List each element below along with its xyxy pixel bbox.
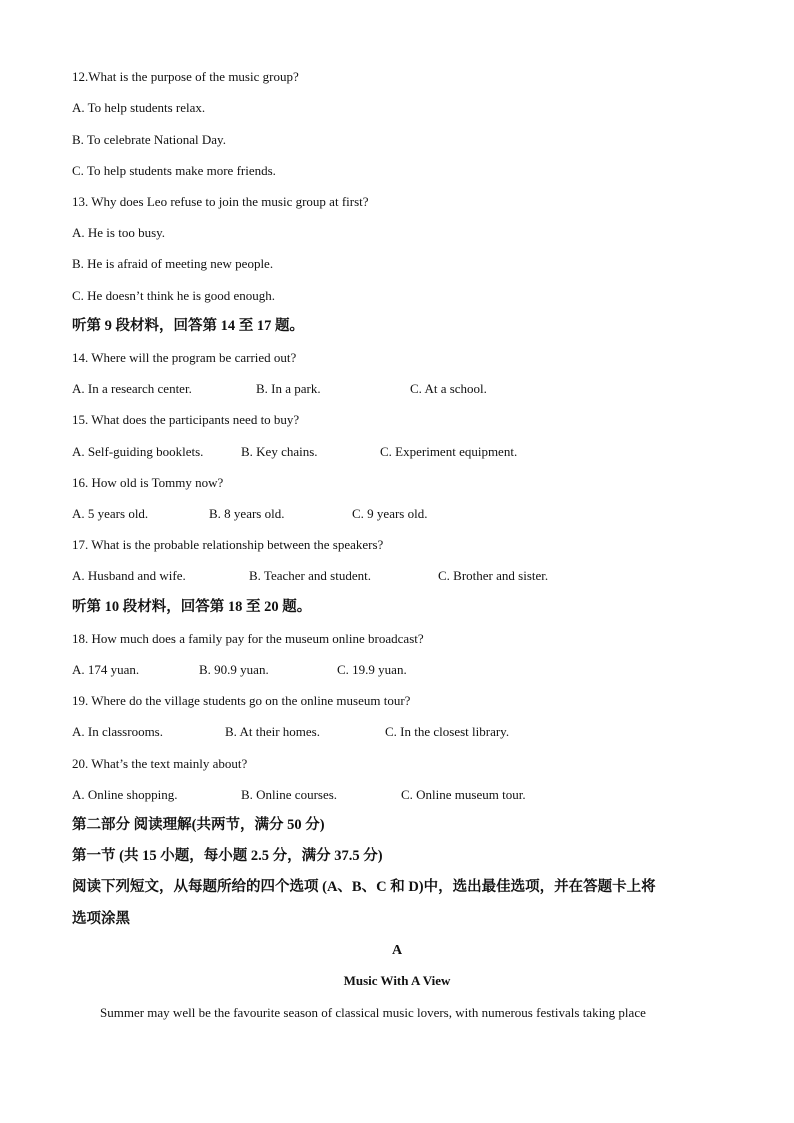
q15-option-a: A. Self-guiding booklets. <box>72 444 204 459</box>
q17-option-a: A. Husband and wife. <box>72 568 186 583</box>
q14-option-c: C. At a school. <box>410 381 487 396</box>
question-18: 18. How much does a family pay for the museum online broadcast? <box>72 631 424 646</box>
q12-option-b: B. To celebrate National Day. <box>72 132 226 147</box>
q12-option-c: C. To help students make more friends. <box>72 163 276 178</box>
q16-option-b: B. 8 years old. <box>209 506 285 521</box>
passage-letter: A <box>391 943 403 958</box>
q13-option-c: C. He doesn’t think he is good enough. <box>72 288 276 303</box>
question-15: 15. What does the participants need to buy? <box>72 412 300 427</box>
q20-option-c: C. Online museum tour. <box>401 787 526 802</box>
question-12: 12.What is the purpose of the music group? <box>72 69 299 84</box>
q13-option-b: B. He is afraid of meeting new people. <box>72 256 274 271</box>
question-17: 17. What is the probable relationship between the speakers? <box>72 537 384 552</box>
q18-option-c: C. 19.9 yuan. <box>337 662 407 677</box>
question-20: 20. What’s the text mainly about? <box>72 756 248 771</box>
q19-option-c: C. In the closest library. <box>385 724 510 739</box>
part-2-heading: 第二部分 阅读理解(共两节，满分 50 分) <box>72 817 325 833</box>
q20-option-b: B. Online courses. <box>241 787 338 802</box>
instruction-line-1: 阅读下列短文，从每题所给的四个选项 (A、B、C 和 D)中，选出最佳选项，并在答题卡上将 <box>72 879 656 895</box>
part-2-section-1-heading: 第一节 (共 15 小题，每小题 2.5 分，满分 37.5 分) <box>72 848 383 864</box>
q14-option-a: A. In a research center. <box>72 381 192 396</box>
q15-option-b: B. Key chains. <box>241 444 318 459</box>
passage-first-line: Summer may well be the favourite season of classical music lovers, with numerous festivals taking place <box>100 1005 646 1020</box>
section-10-heading: 听第 10 段材料，回答第 18 至 20 题。 <box>72 599 312 615</box>
q18-option-b: B. 90.9 yuan. <box>199 662 269 677</box>
q13-option-a: A. He is too busy. <box>72 225 166 240</box>
q16-option-a: A. 5 years old. <box>72 506 149 521</box>
question-14: 14. Where will the program be carried out? <box>72 350 297 365</box>
question-13: 13. Why does Leo refuse to join the music group at first? <box>72 194 369 209</box>
question-16: 16. How old is Tommy now? <box>72 475 224 490</box>
q14-option-b: B. In a park. <box>256 381 321 396</box>
passage-title: Music With A View <box>343 973 451 988</box>
instruction-line-2: 选项涂黑 <box>72 911 130 927</box>
q19-option-a: A. In classrooms. <box>72 724 163 739</box>
q17-option-c: C. Brother and sister. <box>438 568 549 583</box>
q20-option-a: A. Online shopping. <box>72 787 178 802</box>
q19-option-b: B. At their homes. <box>225 724 320 739</box>
q16-option-c: C. 9 years old. <box>352 506 428 521</box>
q18-option-a: A. 174 yuan. <box>72 662 140 677</box>
q17-option-b: B. Teacher and student. <box>249 568 371 583</box>
question-19: 19. Where do the village students go on the online museum tour? <box>72 693 411 708</box>
section-9-heading: 听第 9 段材料，回答第 14 至 17 题。 <box>72 318 304 334</box>
q12-option-a: A. To help students relax. <box>72 100 206 115</box>
q15-option-c: C. Experiment equipment. <box>380 444 518 459</box>
